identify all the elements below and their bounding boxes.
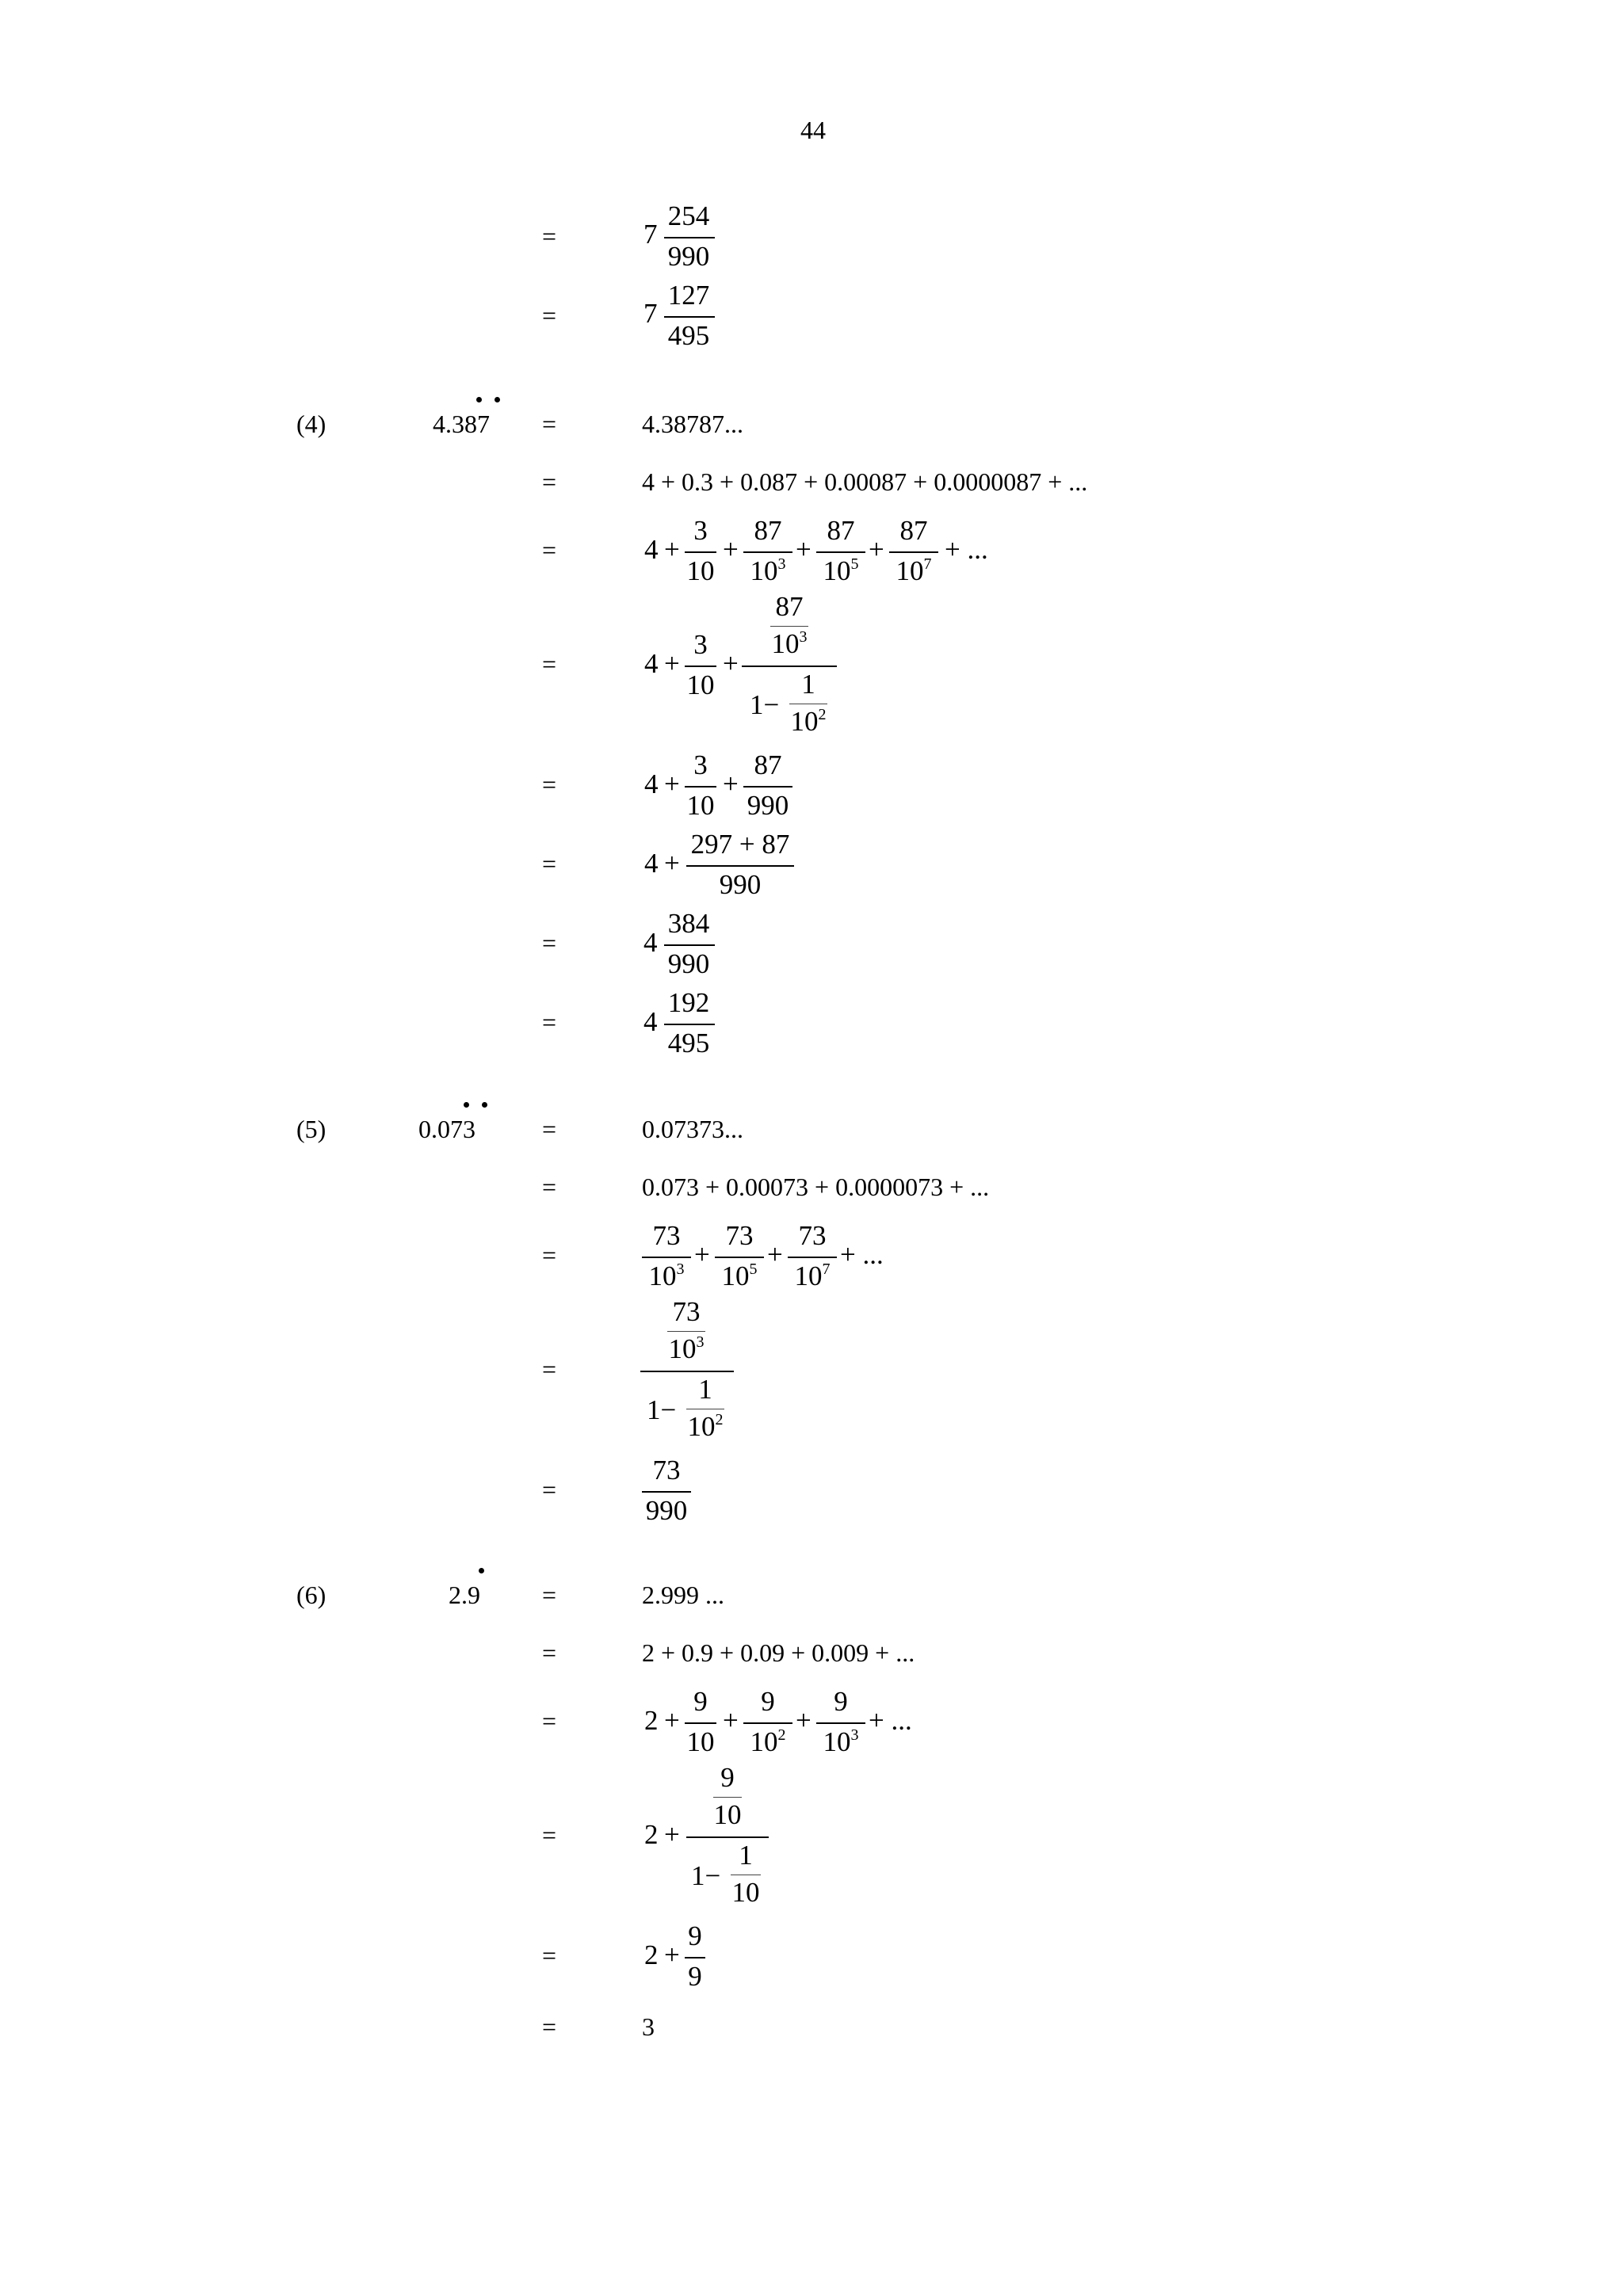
fraction (682, 751, 720, 819)
recurring-dot (476, 397, 482, 402)
numerator: 87 (754, 515, 782, 546)
expansion-line: 2 + 0.9 + 0.09 + 0.009 + ... (642, 1638, 915, 1667)
power-base: 10 (790, 706, 819, 737)
recurring-digits: 87 (464, 410, 490, 438)
numerator: 254 (667, 200, 710, 231)
plus-sign: + (664, 534, 680, 565)
recurring-decimal (418, 1116, 475, 1142)
denominator (813, 1728, 869, 1756)
power-base: 10 (648, 1261, 677, 1291)
power-exponent: 2 (715, 1411, 724, 1428)
fraction-bar (664, 1024, 715, 1025)
denominator: 990 (747, 790, 789, 821)
denominator (661, 1335, 712, 1363)
inner-fraction (661, 1298, 712, 1363)
inner-fraction (707, 1764, 748, 1829)
plus-sign: + (767, 1239, 783, 1270)
equals-sign: = (542, 1638, 557, 1667)
fraction-bar (889, 551, 938, 553)
denominator (683, 1413, 727, 1440)
denominator: 990 (719, 869, 762, 900)
plus-sign: + (723, 534, 739, 565)
plus-sign: + (664, 1819, 680, 1850)
numerator: 127 (667, 280, 710, 311)
plus-sign: + (664, 1705, 680, 1736)
mixed-whole: 4 (643, 927, 658, 958)
power-base: 10 (794, 1261, 823, 1291)
numerator: 87 (775, 591, 804, 622)
term: 2 (644, 1819, 659, 1850)
small-fraction (786, 670, 831, 735)
numerator: 1 (698, 1374, 712, 1405)
fraction-bar (685, 1722, 716, 1724)
expansion-line: 0.07373... (642, 1115, 743, 1143)
ellipsis-tail: + ... (840, 1239, 884, 1270)
example-label: (5) (296, 1115, 327, 1143)
mixed-whole: 4 (643, 1006, 658, 1037)
fraction (886, 517, 941, 585)
fraction-bar (743, 786, 792, 788)
mixed-fraction (659, 202, 718, 270)
power-exponent: 3 (676, 1261, 685, 1278)
equals-sign: = (542, 410, 557, 438)
power-base: 10 (771, 628, 800, 659)
power-exponent: 5 (850, 555, 859, 573)
example-label: (6) (296, 1581, 327, 1609)
equals-sign: = (542, 1821, 557, 1849)
inner-fraction (764, 593, 815, 658)
small-fraction (683, 1375, 727, 1440)
expansion-line: 2.999 ... (642, 1581, 724, 1609)
equals-sign: = (542, 301, 557, 330)
fraction-bar (816, 1722, 865, 1724)
fraction (682, 1688, 720, 1756)
mixed-fraction (659, 910, 718, 978)
plus-sign: + (723, 1705, 739, 1736)
denominator (712, 1262, 767, 1290)
fraction-bar (816, 551, 865, 553)
power-base: 10 (687, 1411, 716, 1442)
equals-sign: = (542, 849, 557, 878)
recurring-decimal (449, 1582, 480, 1608)
power-base: 10 (823, 555, 851, 586)
plus-sign: + (723, 648, 739, 679)
equals-sign: = (542, 1941, 557, 1970)
equals-sign: = (542, 650, 557, 678)
fraction-bar (664, 944, 715, 946)
power-base: 10 (668, 1333, 697, 1364)
recurring-dot (495, 397, 500, 402)
plus-sign: + (796, 1705, 812, 1736)
fraction (682, 631, 720, 699)
term: 4 (644, 848, 659, 879)
fraction (682, 517, 720, 585)
denominator (639, 1262, 694, 1290)
recurring-digits: 9 (468, 1581, 480, 1609)
numerator: 9 (761, 1686, 775, 1717)
denominator (740, 1728, 796, 1756)
fraction-bar (664, 316, 715, 318)
fraction-bar (770, 626, 808, 627)
ellipsis-tail: + ... (945, 534, 988, 565)
power-exponent: 3 (799, 628, 808, 646)
power-base: 10 (896, 555, 924, 586)
term: 4 (644, 769, 659, 799)
mixed-fraction (659, 281, 718, 349)
fraction (785, 1222, 840, 1290)
plus-sign: + (869, 534, 884, 565)
denominator: 10 (713, 1799, 742, 1830)
expansion-line: 4.38787... (642, 410, 743, 438)
plus-sign: + (664, 848, 680, 879)
power-base: 10 (750, 1726, 778, 1757)
denominator: 495 (667, 320, 710, 351)
term: 2 (644, 1939, 659, 1970)
fraction (712, 1222, 767, 1290)
numerator: 3 (693, 629, 708, 660)
numerator: 9 (720, 1762, 735, 1793)
equals-sign: = (542, 1115, 557, 1143)
denominator (740, 557, 796, 585)
equals-sign: = (542, 467, 557, 496)
ellipsis-tail: + ... (869, 1705, 912, 1736)
equals-sign: = (542, 2012, 557, 2041)
denominator: 9 (688, 1961, 702, 1992)
fraction-bar (686, 865, 794, 867)
numerator: 9 (693, 1686, 708, 1717)
expansion-line: 4 + 0.3 + 0.087 + 0.00087 + 0.0000087 + ... (642, 467, 1088, 496)
equals-sign: = (542, 770, 557, 799)
mixed-fraction (659, 989, 718, 1057)
denominator (764, 630, 815, 658)
numerator: 3 (693, 749, 708, 780)
term: 2 (644, 1705, 659, 1736)
fraction-bar (743, 1722, 792, 1724)
fraction-bar (642, 1257, 691, 1258)
plus-sign: + (664, 648, 680, 679)
denominator (886, 557, 941, 585)
denominator: 10 (686, 1726, 715, 1757)
power-exponent: 3 (850, 1726, 859, 1744)
recurring-digits: 73 (450, 1115, 475, 1143)
fraction-bar (667, 1331, 705, 1332)
page-number: 44 (800, 116, 826, 144)
fraction (740, 517, 796, 585)
plus-sign: + (796, 534, 812, 565)
mixed-whole: 7 (643, 219, 658, 250)
fraction-bar (713, 1797, 742, 1798)
fraction-bar (685, 786, 716, 788)
fraction-bar (686, 1836, 769, 1838)
plus-sign: + (664, 769, 680, 799)
equals-sign: = (542, 1355, 557, 1383)
equals-sign: = (542, 222, 557, 250)
numerator: 384 (667, 908, 710, 939)
fraction (740, 751, 796, 819)
fraction (740, 1688, 796, 1756)
equals-sign: = (542, 929, 557, 957)
numerator: 1 (801, 669, 815, 700)
power-exponent: 3 (777, 555, 786, 573)
power-base: 10 (823, 1726, 851, 1757)
fraction-bar (788, 1257, 837, 1258)
one-minus: 1− (647, 1394, 677, 1425)
fraction-bar (664, 237, 715, 238)
equals-sign: = (542, 1581, 557, 1609)
denominator: 990 (667, 948, 710, 979)
fraction (813, 1688, 869, 1756)
denominator: 495 (667, 1028, 710, 1058)
power-exponent: 7 (822, 1261, 831, 1278)
example-label: (4) (296, 410, 327, 438)
equals-sign: = (542, 1008, 557, 1036)
term: 4 (644, 648, 659, 679)
fraction-bar (742, 666, 837, 667)
term: 4 (644, 534, 659, 565)
fraction (639, 1456, 694, 1524)
denominator: 10 (686, 555, 715, 586)
expansion-line: 0.073 + 0.00073 + 0.0000073 + ... (642, 1173, 990, 1201)
denominator: 990 (645, 1495, 688, 1526)
equals-sign: = (542, 1241, 557, 1269)
denominator: 10 (686, 790, 715, 821)
small-fraction (727, 1841, 764, 1906)
power-exponent: 5 (749, 1261, 758, 1278)
numerator: 9 (688, 1920, 702, 1951)
numerator: 297 + 87 (690, 829, 790, 860)
power-exponent: 2 (777, 1726, 786, 1744)
fraction-bar (743, 551, 792, 553)
recurring-dot (464, 1102, 469, 1108)
final-result: 3 (642, 2012, 655, 2041)
mixed-whole: 7 (643, 298, 658, 329)
one-minus: 1− (691, 1860, 721, 1891)
fraction (685, 830, 796, 898)
power-exponent: 3 (696, 1333, 705, 1351)
numerator: 73 (652, 1220, 681, 1251)
power-exponent: 7 (923, 555, 932, 573)
recurring-decimal (433, 411, 490, 437)
denominator: 10 (686, 669, 715, 700)
numerator: 73 (652, 1455, 681, 1486)
numerator: 3 (693, 515, 708, 546)
power-base: 10 (721, 1261, 750, 1291)
numerator: 192 (667, 987, 710, 1018)
denominator: 990 (667, 241, 710, 272)
fraction-bar (642, 1491, 691, 1493)
fraction (683, 1922, 707, 1990)
recurring-dot (482, 1102, 487, 1108)
equals-sign: = (542, 536, 557, 564)
one-minus: 1− (750, 689, 780, 720)
power-base: 10 (750, 555, 778, 586)
decimal-prefix: 2. (449, 1581, 468, 1609)
numerator: 1 (739, 1840, 753, 1871)
numerator: 73 (798, 1220, 827, 1251)
fraction (813, 517, 869, 585)
denominator: 10 (731, 1877, 760, 1908)
numerator: 87 (899, 515, 928, 546)
decimal-prefix: 4.3 (433, 410, 464, 438)
plus-sign: + (694, 1239, 710, 1270)
numerator: 87 (754, 749, 782, 780)
equals-sign: = (542, 1707, 557, 1735)
numerator: 87 (827, 515, 855, 546)
plus-sign: + (723, 769, 739, 799)
fraction-bar (685, 1957, 705, 1958)
fraction-bar (685, 551, 716, 553)
equals-sign: = (542, 1173, 557, 1201)
equals-sign: = (542, 1475, 557, 1504)
plus-sign: + (664, 1939, 680, 1970)
numerator: 73 (672, 1296, 701, 1327)
decimal-prefix: 0.0 (418, 1115, 450, 1143)
fraction-bar (715, 1257, 764, 1258)
recurring-dot (479, 1568, 484, 1573)
fraction-bar (685, 666, 716, 667)
denominator (785, 1262, 840, 1290)
denominator (786, 707, 831, 735)
power-exponent: 2 (818, 706, 827, 723)
numerator: 73 (725, 1220, 754, 1251)
numerator: 9 (834, 1686, 848, 1717)
fraction (639, 1222, 694, 1290)
fraction-bar (640, 1371, 734, 1372)
denominator (813, 557, 869, 585)
